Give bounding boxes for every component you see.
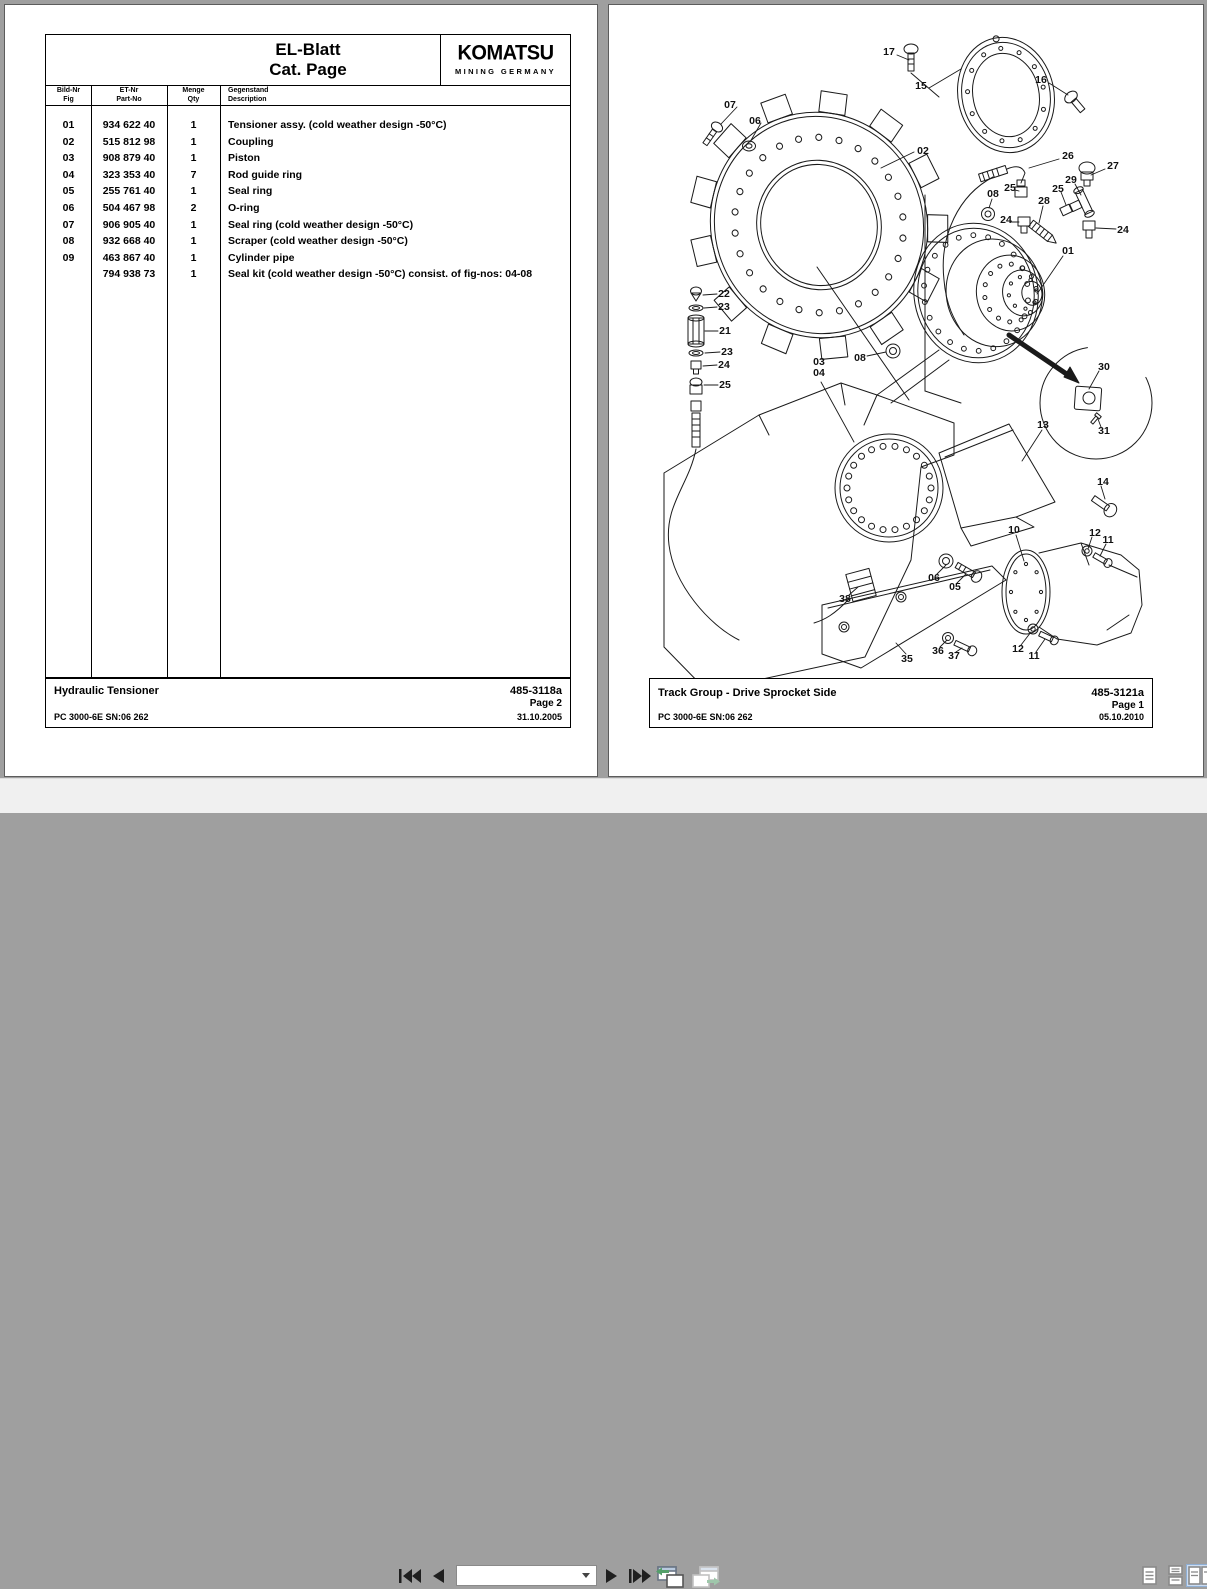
viewer-toolbar bbox=[0, 778, 1207, 813]
cell-description: Tensioner assy. (cold weather design -50°C) bbox=[228, 119, 447, 131]
part-label-22: 22 bbox=[718, 288, 730, 300]
komatsu-logo-wordmark: KOMATSU bbox=[457, 41, 554, 65]
cell-fig: 06 bbox=[62, 201, 75, 214]
part-label-31: 31 bbox=[1098, 425, 1110, 437]
table-row bbox=[46, 267, 570, 284]
part-label-25: 25 bbox=[1004, 182, 1016, 194]
part-label-11: 11 bbox=[1028, 650, 1040, 662]
part-label-25: 25 bbox=[719, 379, 731, 391]
table-row bbox=[46, 251, 570, 268]
machine-model: PC 3000-6E SN:06 262 bbox=[54, 712, 149, 722]
part-label-24: 24 bbox=[1117, 224, 1129, 236]
part-label-10: 10 bbox=[1008, 524, 1020, 536]
cell-description: O-ring bbox=[228, 201, 260, 214]
part-label-36: 36 bbox=[932, 645, 944, 657]
cell-qty: 1 bbox=[190, 251, 197, 264]
next-page-button[interactable] bbox=[600, 1563, 624, 1589]
table-row bbox=[46, 118, 570, 135]
cell-qty: 1 bbox=[190, 268, 197, 281]
cell-description: Seal kit (cold weather design -50°C) consist. of fig-nos: 04-08 bbox=[228, 268, 533, 281]
continuous-view-icon bbox=[1168, 1565, 1183, 1586]
part-label-28: 28 bbox=[1038, 195, 1050, 207]
cell-description: Scraper (cold weather design -50°C) bbox=[228, 235, 408, 248]
cell-fig: 04 bbox=[62, 168, 75, 181]
part-label-06: 06 bbox=[928, 572, 940, 584]
right-page-footer bbox=[649, 678, 1153, 728]
part-label-17: 17 bbox=[883, 46, 895, 58]
cell-part-no: 255 761 40 bbox=[102, 185, 156, 198]
last-page-button[interactable] bbox=[626, 1563, 654, 1589]
table-row bbox=[46, 218, 570, 235]
cell-qty: 7 bbox=[190, 168, 197, 181]
page-title-line1: EL-Blatt bbox=[275, 40, 341, 59]
cell-qty: 1 bbox=[190, 185, 197, 198]
continuous-view-button[interactable] bbox=[1164, 1564, 1186, 1587]
cell-fig: 09 bbox=[62, 251, 75, 264]
cell-part-no: 906 905 40 bbox=[102, 218, 156, 231]
part-label-15: 15 bbox=[915, 80, 927, 92]
part-label-12: 12 bbox=[1012, 643, 1024, 655]
sheet-date: 31.10.2005 bbox=[516, 712, 562, 722]
previous-page-button[interactable] bbox=[426, 1563, 450, 1589]
part-label-26: 26 bbox=[1062, 150, 1074, 162]
table-row bbox=[46, 168, 570, 185]
cell-fig: 07 bbox=[62, 218, 75, 231]
next-view-button[interactable] bbox=[690, 1563, 722, 1589]
parts-table-rows bbox=[46, 105, 570, 284]
sheet-title: Track Group - Drive Sprocket Side bbox=[658, 687, 837, 699]
cell-description: Seal ring (cold weather design -50°C) bbox=[228, 218, 414, 231]
sheet-page: Page 2 bbox=[529, 698, 562, 709]
column-header: Gegenstand Description bbox=[228, 87, 269, 103]
cell-part-no: 463 867 40 bbox=[102, 251, 156, 264]
cell-qty: 1 bbox=[190, 152, 197, 165]
cell-qty: 1 bbox=[190, 135, 197, 148]
cell-qty: 1 bbox=[190, 119, 197, 131]
first-page-button[interactable] bbox=[398, 1563, 422, 1589]
part-label-30: 30 bbox=[1098, 361, 1110, 373]
part-label-23: 23 bbox=[718, 301, 730, 313]
table-row bbox=[46, 151, 570, 168]
part-label-35: 35 bbox=[901, 653, 913, 665]
table-column-headers bbox=[46, 86, 570, 105]
cell-fig: 05 bbox=[62, 185, 75, 198]
column-header: Menge Qty bbox=[182, 87, 205, 103]
cell-fig: 01 bbox=[62, 119, 75, 131]
cell-part-no: 323 353 40 bbox=[102, 168, 156, 181]
page-title-line2: Cat. Page bbox=[269, 60, 347, 79]
cell-part-no: 934 622 40 bbox=[102, 119, 156, 131]
last-page-icon bbox=[629, 1569, 651, 1583]
part-label-37: 37 bbox=[948, 650, 960, 662]
facing-pages-view-button[interactable] bbox=[1186, 1564, 1207, 1587]
cell-fig: 03 bbox=[62, 152, 75, 165]
part-label-01: 01 bbox=[1062, 245, 1074, 257]
cell-description: Cylinder pipe bbox=[228, 251, 295, 264]
cell-fig: 02 bbox=[62, 135, 75, 148]
single-page-view-icon bbox=[1142, 1566, 1157, 1585]
part-label-02: 02 bbox=[917, 145, 929, 157]
cell-part-no: 794 938 73 bbox=[102, 268, 156, 281]
part-label-24: 24 bbox=[718, 359, 730, 371]
cell-description: Coupling bbox=[228, 135, 274, 148]
table-row bbox=[46, 135, 570, 152]
facing-pages-view-icon bbox=[1188, 1566, 1207, 1585]
sheet-number: 485-3121a bbox=[1091, 687, 1144, 699]
cell-description: Piston bbox=[228, 152, 261, 165]
diagram-page-right bbox=[608, 4, 1204, 777]
part-label-16: 16 bbox=[1035, 74, 1047, 86]
cell-part-no: 932 668 40 bbox=[102, 235, 156, 248]
column-header: Bild-Nr Fig bbox=[56, 87, 81, 103]
part-label-29: 29 bbox=[1065, 174, 1077, 186]
part-number-labels bbox=[609, 5, 1205, 778]
table-row bbox=[46, 201, 570, 218]
column-header: ET-Nr Part-No bbox=[116, 87, 142, 103]
cell-qty: 1 bbox=[190, 235, 197, 248]
cell-fig: 08 bbox=[62, 235, 75, 248]
table-row bbox=[46, 184, 570, 201]
left-page-footer bbox=[46, 677, 570, 727]
part-label-23: 23 bbox=[721, 346, 733, 358]
combobox-dropdown-arrow-icon[interactable] bbox=[578, 1566, 594, 1585]
cell-description: Rod guide ring bbox=[228, 168, 303, 181]
cell-qty: 1 bbox=[190, 218, 197, 231]
catalog-table-frame bbox=[45, 34, 571, 728]
part-label-07: 07 bbox=[724, 99, 736, 111]
part-label-27: 27 bbox=[1107, 160, 1119, 172]
part-label-05: 05 bbox=[949, 581, 961, 593]
next-view-icon bbox=[691, 1563, 721, 1589]
single-page-view-button[interactable] bbox=[1138, 1564, 1160, 1587]
part-label-11: 11 bbox=[1102, 534, 1114, 546]
catalog-page-left bbox=[4, 4, 598, 777]
cell-qty: 2 bbox=[190, 201, 197, 214]
komatsu-logo bbox=[440, 35, 570, 85]
part-label-24: 24 bbox=[1000, 214, 1012, 226]
cell-description: Seal ring bbox=[228, 185, 273, 198]
part-label-25: 25 bbox=[1052, 183, 1064, 195]
part-label-08: 08 bbox=[854, 352, 866, 364]
komatsu-logo-subtitle: MINING GERMANY bbox=[454, 67, 557, 76]
previous-page-icon bbox=[432, 1569, 444, 1583]
sheet-page: Page 1 bbox=[1111, 700, 1144, 711]
part-label-13: 13 bbox=[1037, 419, 1049, 431]
part-label-12: 12 bbox=[1089, 527, 1101, 539]
next-page-icon bbox=[606, 1569, 618, 1583]
sheet-number: 485-3118a bbox=[510, 685, 562, 697]
table-row bbox=[46, 234, 570, 251]
part-label-21: 21 bbox=[719, 325, 731, 337]
part-label-08: 08 bbox=[987, 188, 999, 200]
cell-part-no: 504 467 98 bbox=[102, 201, 156, 214]
previous-view-icon bbox=[655, 1563, 685, 1589]
cell-part-no: 908 879 40 bbox=[102, 152, 156, 165]
page-combobox-input[interactable] bbox=[459, 1567, 581, 1586]
part-label-03: 03 bbox=[813, 356, 825, 368]
page-combobox[interactable] bbox=[456, 1565, 597, 1586]
part-label-04: 04 bbox=[813, 367, 825, 379]
first-page-icon bbox=[399, 1569, 421, 1583]
part-label-14: 14 bbox=[1097, 476, 1109, 488]
sheet-date: 05.10.2010 bbox=[1098, 712, 1144, 722]
machine-model: PC 3000-6E SN:06 262 bbox=[658, 712, 753, 722]
previous-view-button[interactable] bbox=[654, 1563, 686, 1589]
part-label-38: 38 bbox=[839, 593, 851, 605]
part-label-06: 06 bbox=[749, 115, 761, 127]
sheet-title: Hydraulic Tensioner bbox=[54, 685, 159, 697]
cell-part-no: 515 812 98 bbox=[102, 135, 156, 148]
